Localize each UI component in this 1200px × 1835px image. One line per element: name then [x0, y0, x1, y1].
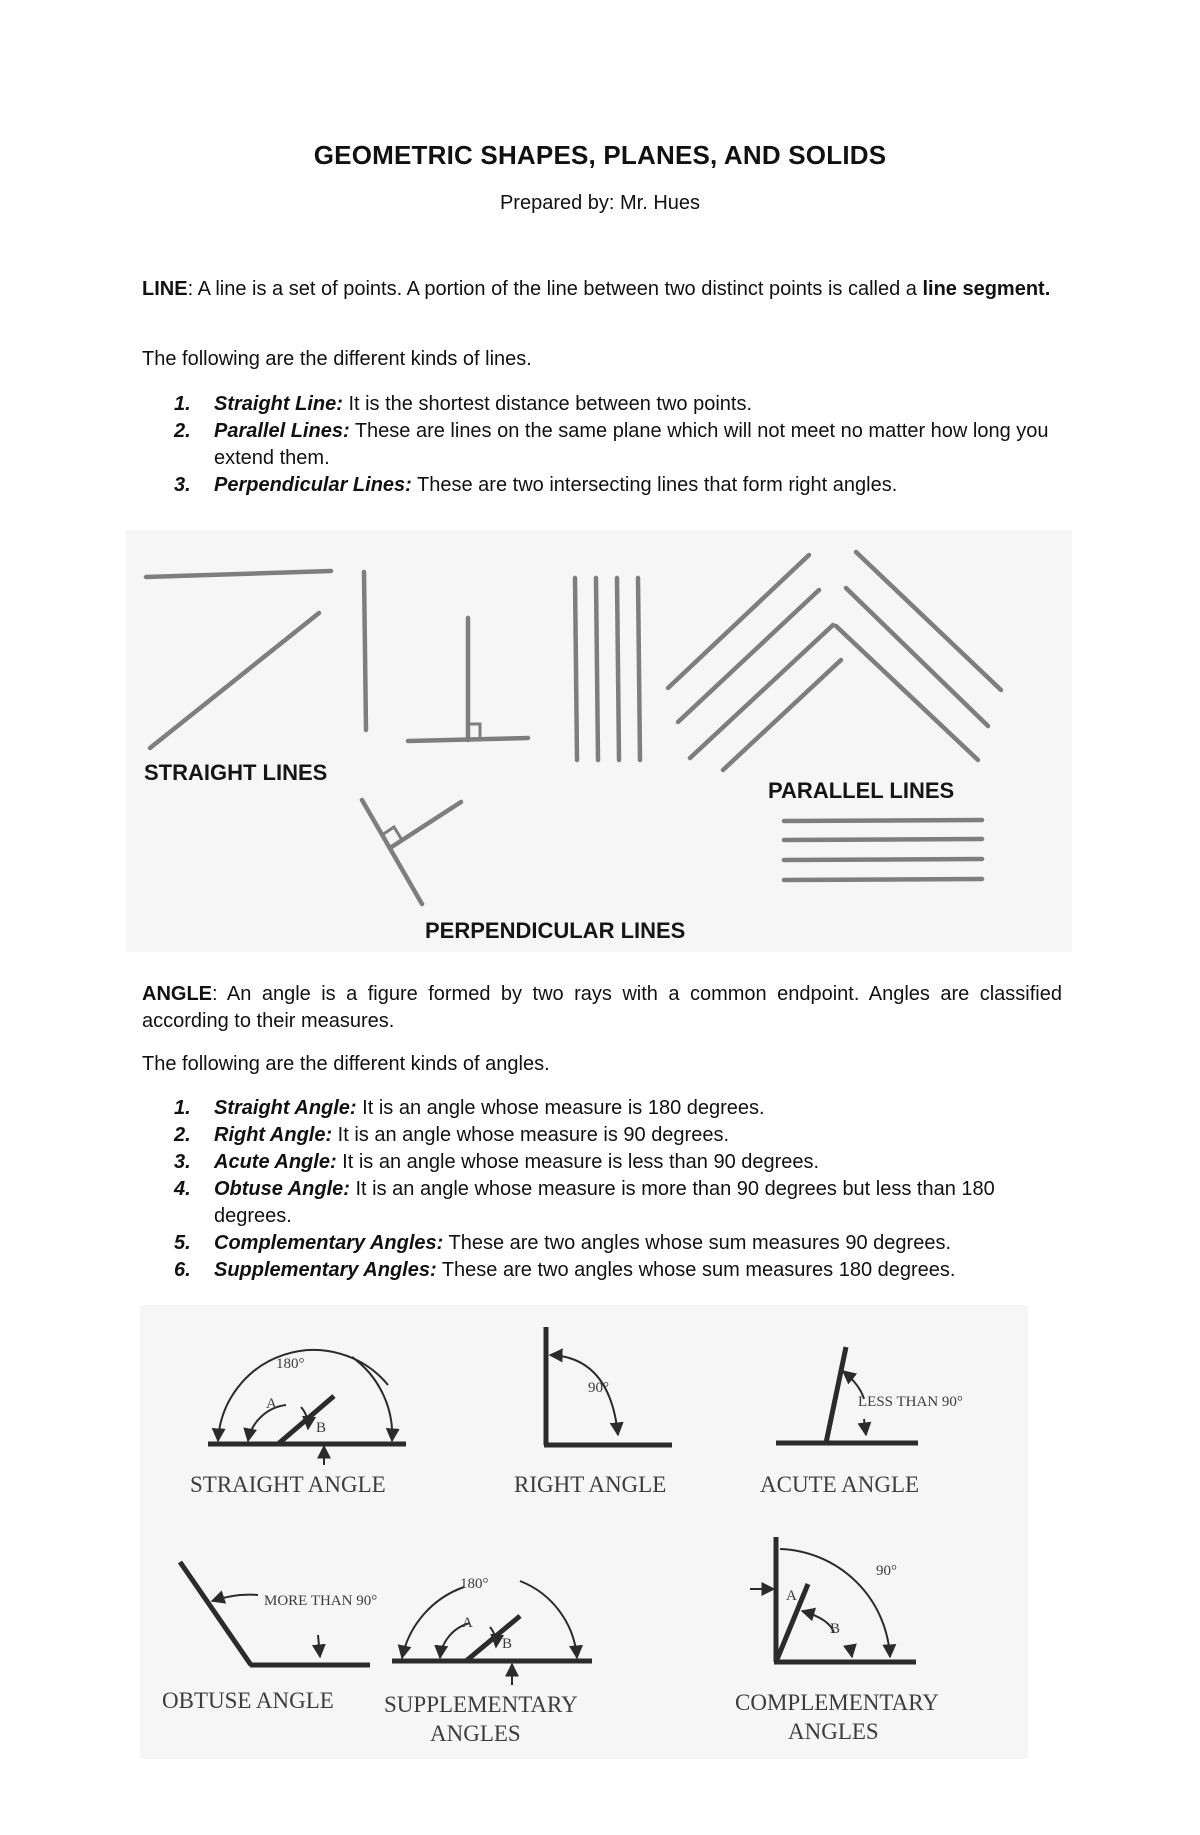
complementary-angles-label-line-1: COMPLEMENTARY — [735, 1690, 939, 1715]
straight-angle-diagram — [190, 1350, 406, 1497]
parallel-vertical-line — [617, 578, 619, 760]
angle-term: ANGLE — [142, 983, 212, 1005]
right-angle-diagram — [514, 1327, 672, 1497]
angles-illustration — [140, 1305, 1028, 1759]
angles-figure — [140, 1305, 1028, 1759]
perpendicular-line-a — [362, 800, 422, 904]
list-number: 3. — [174, 474, 191, 496]
list-text: These are two intersecting lines that form right angles. — [411, 474, 898, 496]
complementary-angle-b: B — [830, 1621, 841, 1637]
list-term: Acute Angle: — [214, 1151, 337, 1173]
lines-illustration — [126, 530, 1072, 952]
list-text: It is an angle whose measure is 180 degrees. — [356, 1097, 765, 1119]
list-term: Supplementary Angles: — [214, 1259, 437, 1281]
byline: Prepared by: Mr. Hues — [499, 192, 701, 214]
list-item — [142, 391, 1062, 418]
parallel-horizontal-line — [784, 820, 982, 821]
line-term: LINE — [142, 278, 188, 300]
complementary-angle-a: A — [786, 1588, 797, 1604]
list-item — [142, 1149, 1062, 1176]
complementary-angles-label-line-2: ANGLES — [788, 1719, 879, 1744]
list-number: 1. — [174, 393, 191, 415]
angle-definition-text: : An angle is a figure formed by two rays with a common endpoint. Angles are classified according to their measures. — [142, 983, 1062, 1032]
obtuse-angle-measure: MORE THAN 90° — [264, 1593, 378, 1609]
list-text: It is an angle whose measure is less than 90 degrees. — [336, 1151, 820, 1173]
right-angle-measure: 90° — [588, 1380, 609, 1396]
straight-line-horizontal — [146, 571, 331, 577]
acute-angle-diagram — [760, 1347, 963, 1497]
angles-list — [142, 1095, 1062, 1284]
supplementary-angles-label-line-1: SUPPLEMENTARY — [384, 1692, 578, 1717]
list-number: 3. — [174, 1151, 191, 1173]
complementary-angles-diagram — [735, 1537, 939, 1744]
supplementary-angle-a: A — [462, 1615, 473, 1631]
straight-angle-measure: 180° — [276, 1356, 305, 1372]
obtuse-angle-label: OBTUSE ANGLE — [162, 1688, 334, 1713]
parallel-vertical-line — [575, 578, 577, 760]
straight-angle-b: B — [316, 1420, 327, 1436]
line-segment-term: line segment. — [922, 278, 1051, 300]
list-number: 4. — [174, 1178, 191, 1200]
list-item — [142, 1176, 1062, 1230]
parallel-diagonal-line — [723, 660, 841, 770]
list-item — [142, 1095, 1062, 1122]
straight-angle-a: A — [266, 1396, 277, 1412]
list-term: Perpendicular Lines: — [214, 474, 412, 496]
right-angle-label: RIGHT ANGLE — [514, 1472, 667, 1497]
list-item — [142, 418, 1062, 472]
angles-intro: The following are the different kinds of angles. — [142, 1053, 550, 1075]
straight-lines-label: STRAIGHT LINES — [144, 760, 328, 785]
list-text: It is an angle whose measure is 90 degrees. — [332, 1124, 730, 1146]
line-definition-text: : A line is a set of points. A portion of the line between two distinct points is called a — [187, 278, 917, 300]
list-item — [142, 1122, 1062, 1149]
list-item — [142, 1257, 1062, 1284]
acute-angle-label: ACUTE ANGLE — [760, 1472, 920, 1497]
list-term: Straight Line: — [214, 393, 343, 415]
list-text: These are two angles whose sum measures 90 degrees. — [443, 1232, 951, 1254]
parallel-horizontal-line — [784, 839, 982, 840]
list-item — [142, 1230, 1062, 1257]
angle-definition — [142, 981, 1062, 1035]
straight-line-vertical — [364, 572, 366, 730]
list-text: It is an angle whose measure is more than 90 degrees but less than 180 degrees. — [214, 1178, 995, 1227]
parallel-vertical-line — [596, 578, 598, 760]
page-title: GEOMETRIC SHAPES, PLANES, AND SOLIDS — [313, 140, 887, 170]
straight-line-diagonal — [150, 613, 319, 748]
lines-list — [142, 391, 1062, 499]
line-definition — [142, 276, 1062, 303]
parallel-horizontal-line — [784, 859, 982, 860]
parallel-lines-label: PARALLEL LINES — [768, 778, 955, 803]
list-number: 2. — [174, 1124, 191, 1146]
lines-figure — [126, 530, 1072, 952]
list-number: 1. — [174, 1097, 191, 1119]
list-term: Straight Angle: — [214, 1097, 357, 1119]
list-term: Right Angle: — [214, 1124, 333, 1146]
list-text: These are two angles whose sum measures 180 degrees. — [436, 1259, 956, 1281]
list-number: 6. — [174, 1259, 191, 1281]
supplementary-angles-label-line-2: ANGLES — [430, 1721, 521, 1746]
parallel-horizontal-line — [784, 879, 982, 880]
list-text: These are lines on the same plane which will not meet no matter how long you extend them. — [214, 420, 1049, 469]
perpendicular-lines-label: PERPENDICULAR LINES — [425, 918, 686, 943]
supplementary-angles-diagram — [384, 1576, 592, 1746]
obtuse-angle-diagram — [162, 1562, 377, 1713]
list-term: Obtuse Angle: — [214, 1178, 350, 1200]
perpendicular-line-b — [390, 802, 461, 848]
list-item — [142, 472, 1062, 499]
complementary-angles-measure: 90° — [876, 1563, 897, 1579]
list-term: Parallel Lines: — [214, 420, 350, 442]
list-number: 2. — [174, 420, 191, 442]
list-term: Complementary Angles: — [214, 1232, 444, 1254]
lines-intro: The following are the different kinds of lines. — [142, 348, 532, 370]
list-text: It is the shortest distance between two points. — [342, 393, 753, 415]
parallel-vertical-line — [638, 578, 640, 760]
straight-angle-label: STRAIGHT ANGLE — [190, 1472, 386, 1497]
acute-angle-measure: LESS THAN 90° — [858, 1394, 963, 1410]
list-number: 5. — [174, 1232, 191, 1254]
supplementary-angle-b: B — [502, 1636, 513, 1652]
supplementary-angles-measure: 180° — [460, 1576, 489, 1592]
